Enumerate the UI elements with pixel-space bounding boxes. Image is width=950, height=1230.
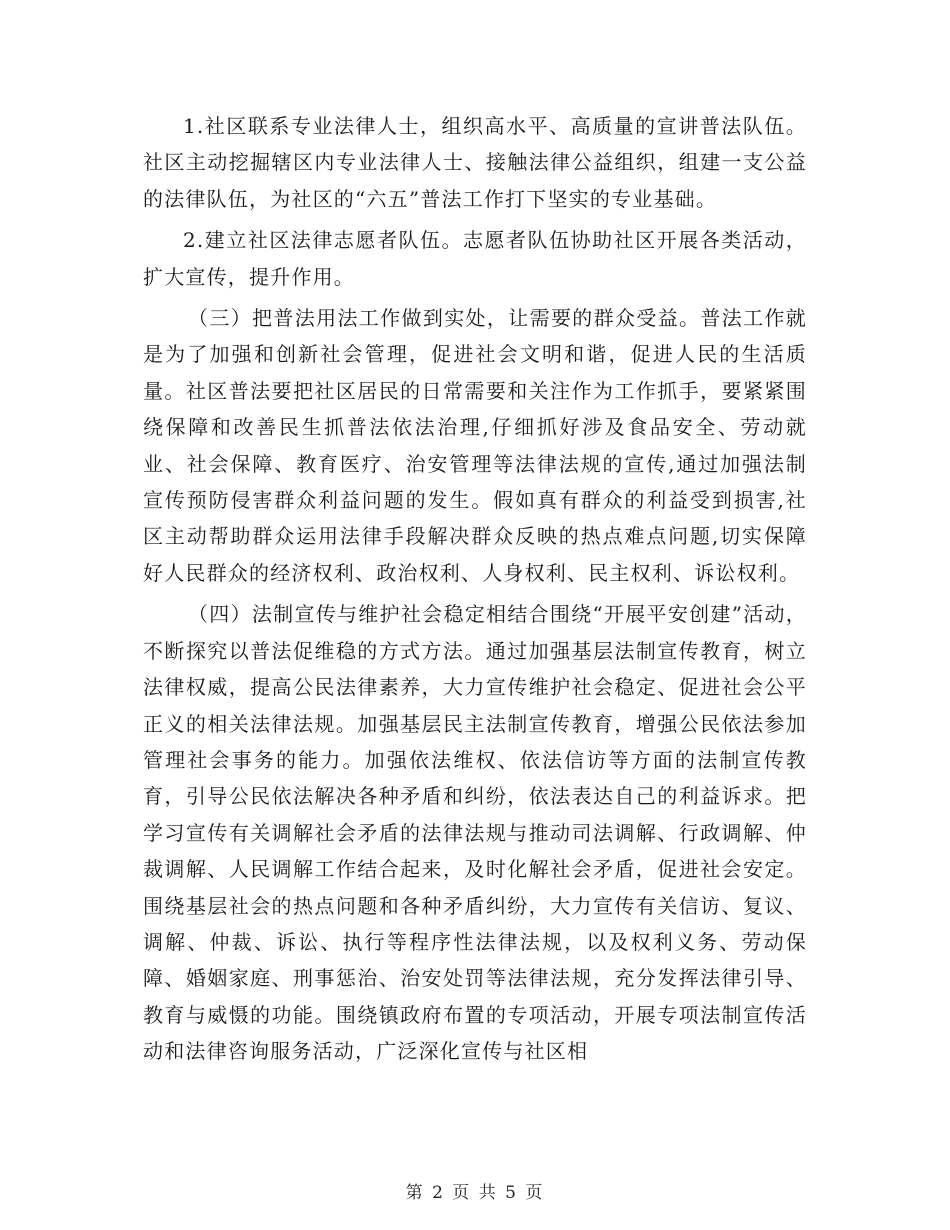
paragraph-section-three: （三）把普法用法工作做到实处，让需要的群众受益。普法工作就是为了加强和创新社会管理，促进社会文明和谐，促进人民的生活质量。社区普法要把社区居民的日常需要和关注作为工作抓手，要紧紧围绕保障和改善民生抓普法依法治理,仔细抓好涉及食品安全、劳动就业、社会保障、教育医疗、治安管理等法律法规的宣传,通过加强法制宣传预防侵害群众利益问题的发生。假如真有群众的利益受到损害,社区主动帮助群众运用法律手段解决群众反映的热点难点问题,切实保障好人民群众的经济权利、政治权利、人身权利、民主权利、诉讼权利。	[143, 306, 807, 585]
paragraph-volunteer-team: 2.建立社区法律志愿者队伍。志愿者队伍协助社区开展各类活动，扩大宣传，提升作用。	[143, 228, 807, 289]
page-number-footer: 第 2 页 共 5 页	[405, 1183, 545, 1203]
paragraph-professional-team: 1.社区联系专业法律人士，组织高水平、高质量的宣讲普法队伍。社区主动挖掘辖区内专业法律人士、接触法律公益组织，组建一支公益的法律队伍，为社区的“六五”普法工作打下坚实的专业基础。	[143, 114, 807, 211]
paragraph-section-four: （四）法制宣传与维护社会稳定相结合围绕“开展平安创建”活动，不断探究以普法促维稳的方式方法。通过加强基层法制宣传教育，树立法律权威，提高公民法律素养，大力宣传维护社会稳定、促进社会公平正义的相关法律法规。加强基层民主法制宣传教育，增强公民依法参加管理社会事务的能力。加强依法维权、依法信访等方面的法制宣传教育，引导公民依法解决各种矛盾和纠纷，依法表达自己的利益诉求。把学习宣传有关调解社会矛盾的法律法规与推动司法调解、行政调解、仲裁调解、人民调解工作结合起来，及时化解社会矛盾，促进社会安定。围绕基层社会的热点问题和各种矛盾纠纷，大力宣传有关信访、复议、调解、仲裁、诉讼、执行等程序性法律法规，以及权利义务、劳动保障、婚姻家庭、刑事惩治、治安处罚等法律法规，充分发挥法律引导、教育与威慑的功能。围绕镇政府布置的专项活动，开展专项法制宣传活动和法律咨询服务活动，广泛深化宣传与社区相	[143, 602, 807, 1064]
document-body	[143, 108, 807, 1075]
